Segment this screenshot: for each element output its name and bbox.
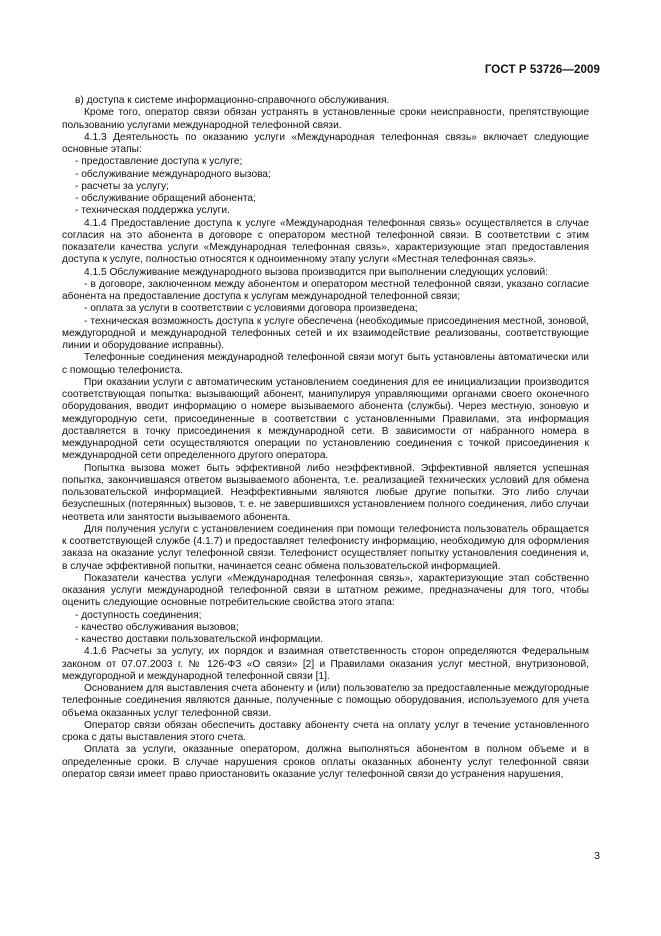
standard-header: ГОСТ Р 53726—2009 — [484, 64, 600, 76]
list-item: - расчеты за услугу; — [75, 180, 169, 192]
paragraph: Кроме того, оператор связи обязан устранять в установленные сроки неисправности, препятствующие пользованию услугами международной телефонной связи. — [62, 107, 589, 131]
list-item: - предоставление доступа к услуге; — [75, 156, 243, 168]
paragraph: При оказании услуги с автоматическим установлением соединения для ее инициализации производится соответствующая попытка: вызывающий абонент, манипулируя управляющими органами своего оконечного оборудования, вводит информацию о номере вызываемого абонента (службы). Через местную, зоновую и междугородную сети, присоединенные в соответствии с установленными Правилами, эта информация доставляется в точку присоединения к международной сети. В зависимости от набранного номера в международной сети осуществляются операции по установлению соединения с точкой присоединения к международной сети определенного другого оператора. — [62, 376, 589, 462]
list-item: - доступность соединения; — [75, 609, 202, 621]
paragraph: Попытка вызова может быть эффективной либо неэффективной. Эффективной является успешная попытка, закончившаяся ответом вызываемого абонента, т.е. реализацией технических условий для обмена пользовательской информацией. Неэффективными являются любые другие попытки. Это либо случаи безуспешных (потерянных) вызовов, т. е. не завершившихся установлением полного соединения, либо случаи неответа или занятости вызываемого абонента. — [62, 462, 589, 523]
paragraph: Показатели качества услуги «Международная телефонная связь», характеризующие этап собственно оказания услуги международной телефонной связи в штатном режиме, предназначены для того, чтобы оценить следующие основные потребительские свойства этого этапа: — [62, 572, 589, 609]
paragraph: Телефонные соединения международной телефонной связи могут быть установлены автоматически или с помощью телефониста. — [62, 352, 589, 376]
list-item: - качество обслуживания вызовов; — [75, 621, 239, 633]
list-item: - техническая поддержка услуги. — [75, 205, 230, 217]
paragraph: 4.1.3 Деятельность по оказанию услуги «Международная телефонная связь» включает следующие основные этапы: — [62, 131, 589, 155]
list-item: - обслуживание обращений абонента; — [75, 193, 256, 204]
paragraph: - в договоре, заключенном между абонентом и оператором местной телефонной связи, указано согласие абонента на предоставление доступа к услугам международной телефонной связи; — [62, 278, 589, 302]
paragraph: Основанием для выставления счета абоненту и (или) пользователю за предоставленные междугородные телефонные соединения являются данные, полученные с помощью оборудования, используемого для учета объема оказанных услуг телефонной связи. — [62, 683, 589, 719]
document-body — [62, 95, 589, 781]
paragraph: Оплата за услуги, оказанные оператором, должна выполняться абонентом в полном объеме и в определенные сроки. В случае нарушения сроков оплаты оказанных абоненту услуг телефонной связи оператор связи имеет право приостановить оказание услуг телефонной связи до устранения нарушения, — [62, 744, 589, 780]
paragraph: - техническая возможность доступа к услуге обеспечена (необходимые присоединения местной, зоновой, междугородной и международной телефонных сетей и их взаимодействие реализованы, соответствующие линии и оборудование исправны). — [62, 315, 589, 351]
paragraph: Для получения услуги с установлением соединения при помощи телефониста пользователь обращается к соответствующей службе (4.1.7) и предоставляет телефонисту информацию, необходимую для оформления заказа на оказание услуг телефонной связи. Телефонист осуществляет попытку установления соединения и, в случае эффективной попытки, начинается сеанс обмена пользовательской информацией. — [62, 523, 589, 572]
list-item: - качество доставки пользовательской информации. — [75, 634, 324, 645]
paragraph: 4.1.5 Обслуживание международного вызова производится при выполнении следующих условий: — [84, 266, 549, 278]
page-number: 3 — [594, 850, 600, 862]
paragraph: 4.1.6 Расчеты за услугу, их порядок и взаимная ответственность сторон определяются Федеральным законом от 07.07.2003 г. № 126-ФЗ «О связи» [2] и Правилами оказания услуг местной, внутризоновой, междугородной и международной телефонной связи [1]. — [62, 646, 589, 682]
paragraph: 4.1.4 Предоставление доступа к услуге «Международная телефонная связь» осуществляется в случае согласия на это абонента в договоре с оператором местной телефонной связи. В соответствии с этим показатели качества услуги «Международная телефонная связь», характеризующие этап предоставления доступа к услуге, полностью относятся к одноименному этапу услуги «Местная телефонная связь». — [62, 217, 589, 266]
list-item: в) доступа к системе информационно-справочного обслуживания. — [75, 95, 390, 106]
paragraph: Оператор связи обязан обеспечить доставку абоненту счета на оплату услуг в течение установленного срока с даты выставления этого счета. — [62, 719, 589, 743]
list-item: - обслуживание международного вызова; — [75, 168, 271, 180]
paragraph: - оплата за услуги в соответствии с условиями договора произведена; — [84, 303, 418, 315]
